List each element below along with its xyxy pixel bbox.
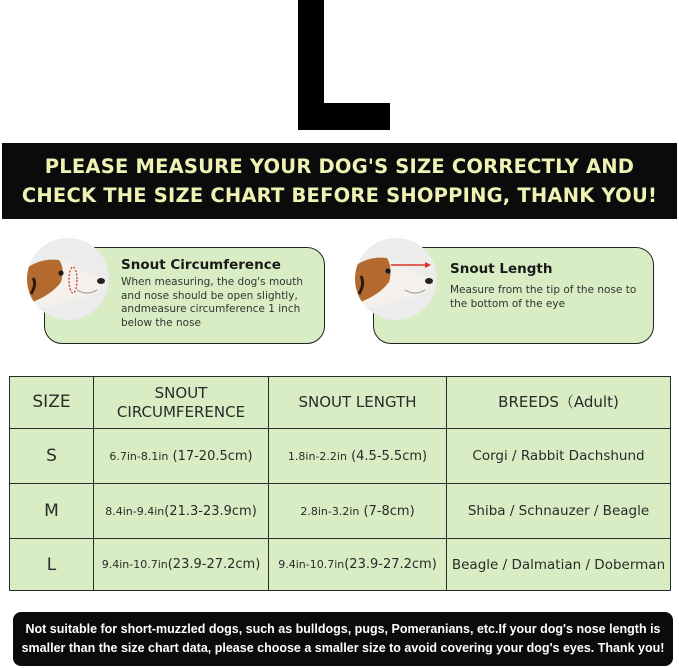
dog-snout-length-icon xyxy=(355,238,437,320)
breeds-cell: Corgi / Rabbit Dachshund xyxy=(447,429,671,484)
breeds-cell: Shiba / Schnauzer / Beagle xyxy=(447,484,671,539)
snout-length-desc: Measure from the tip of the nose to the bottom of the eye xyxy=(450,284,637,310)
header-breeds: BREEDS（Adult) xyxy=(447,377,671,429)
banner-line-1: PLEASE MEASURE YOUR DOG'S SIZE CORRECTLY AND xyxy=(44,155,635,178)
measure-banner xyxy=(2,143,677,219)
size-letter xyxy=(291,0,401,132)
snout-circumference-desc: When measuring, the dog's mouth and nose should be open slightly, andmeasure circumference 1 inch below the nose xyxy=(121,276,304,329)
disclaimer-footer xyxy=(13,612,673,666)
table-row xyxy=(10,539,671,591)
table-header-row xyxy=(10,377,671,429)
circumference-cell: 9.4in-10.7in(23.9-27.2cm) xyxy=(94,539,269,591)
header-snout-length: SNOUT LENGTH xyxy=(269,377,447,429)
circumference-cell: 6.7in-8.1in (17-20.5cm) xyxy=(94,429,269,484)
length-cell: 2.8in-3.2in (7-8cm) xyxy=(269,484,447,539)
header-size: SIZE xyxy=(10,377,94,429)
size-cell: M xyxy=(10,484,94,539)
header-snout-circumference: SNOUT CIRCUMFERENCE xyxy=(94,377,269,429)
dog-muzzle-measure-icon xyxy=(27,238,109,320)
size-cell: S xyxy=(10,429,94,484)
footer-line-1: Not suitable for short-muzzled dogs, such as bulldogs, pugs, Pomeranians, etc.If your dog's nose length is xyxy=(25,622,661,636)
footer-line-2: smaller than the size chart data, please choose a smaller size to avoid covering your dog's eyes. Thank you! xyxy=(21,641,665,655)
size-chart-table xyxy=(9,376,671,591)
table-row xyxy=(10,429,671,484)
banner-line-2: CHECK THE SIZE CHART BEFORE SHOPPING, THANK YOU! xyxy=(21,184,658,207)
breeds-cell: Beagle / Dalmatian / Doberman xyxy=(447,539,671,591)
length-cell: 1.8in-2.2in (4.5-5.5cm) xyxy=(269,429,447,484)
snout-circumference-title: Snout Circumference xyxy=(121,257,281,273)
table-row xyxy=(10,484,671,539)
snout-length-title: Snout Length xyxy=(450,261,553,277)
size-cell: L xyxy=(10,539,94,591)
circumference-cell: 8.4in-9.4in(21.3-23.9cm) xyxy=(94,484,269,539)
length-cell: 9.4in-10.7in(23.9-27.2cm) xyxy=(269,539,447,591)
